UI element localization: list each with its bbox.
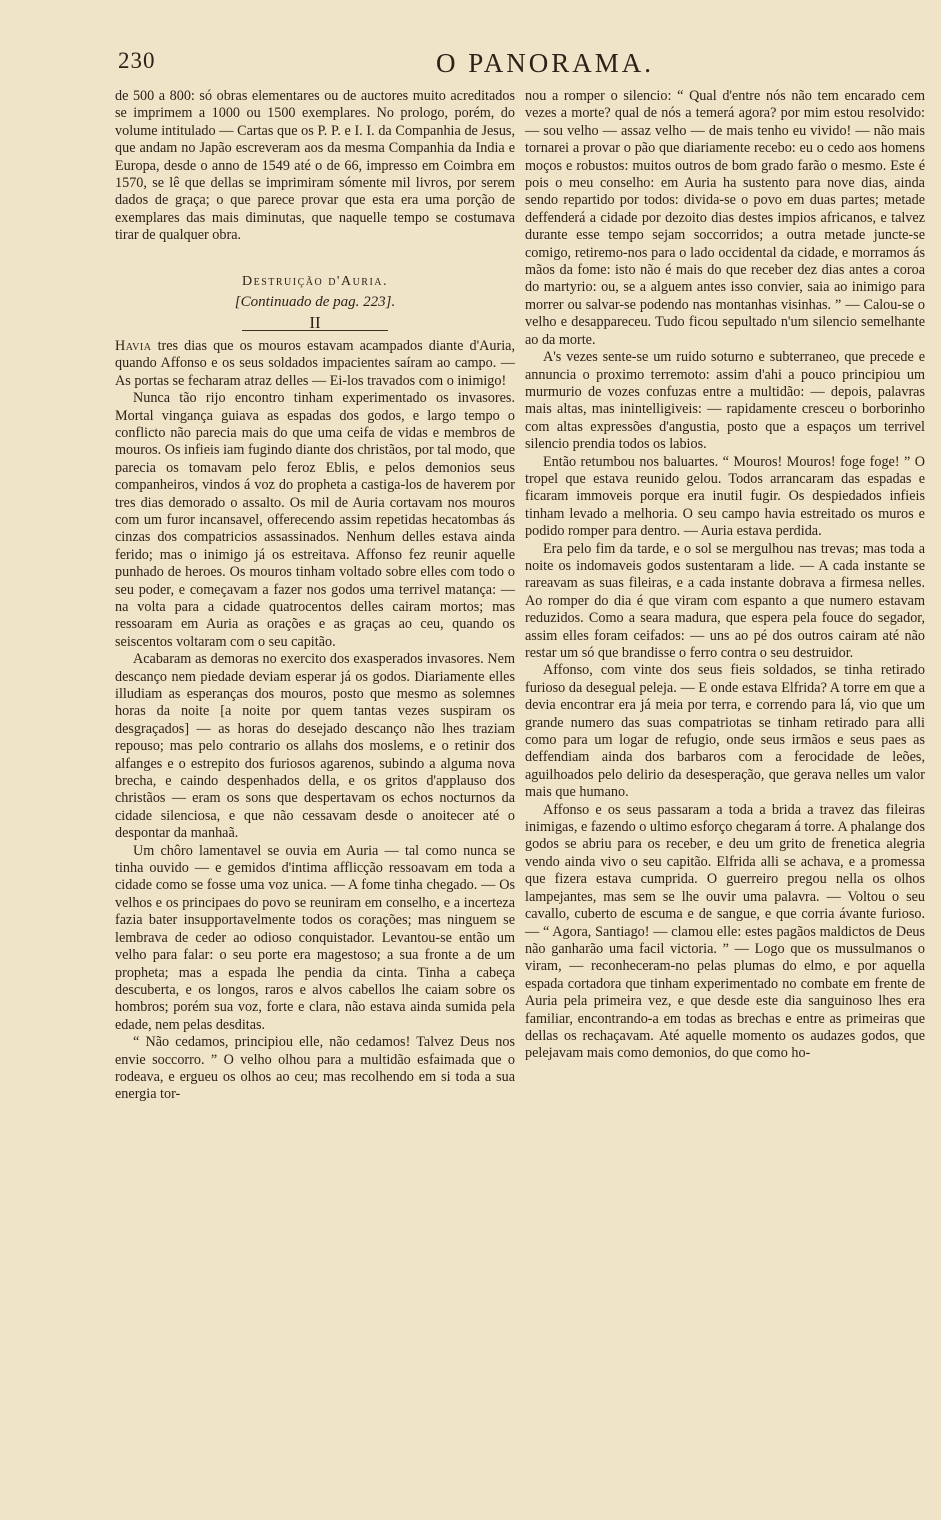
page-header <box>118 48 818 82</box>
page-number: 230 <box>118 48 156 73</box>
first-word: Havia <box>115 337 152 354</box>
paragraph: Então retumbou nos baluartes. “ Mouros! Mouros! foge foge! ” O tropel que estava reunido gelou. Todos arrancaram das espadas e ficaram immoveis porque era inutil fugir. Os despiedados infieis tinham levado a melhoria. O seu campo havia estreitado os muros e podido romper para dentro. — Auria estava perdida. <box>525 453 925 540</box>
section-divider <box>242 330 388 331</box>
paragraph <box>115 338 515 390</box>
paragraph: Affonso, com vinte dos seus fieis soldados, se tinha retirado furioso da desegual peleja. — E onde estava Elfrida? A torre em que a devia encontrar era já meia por terra, e correndo para lá, vio que um grande numero das suas compatriotas se tinham retirado para alli como para um logar de refugio, onde seus irmãos e seus paes as deffendiam ainda dos barbaros com a ferocidade de leões, aguilhoados pelo delirio da desesperação, que gerava nelles um valor mais que humano. <box>525 662 925 801</box>
section-number: II <box>309 313 321 333</box>
section-subtitle: [Continuado de pag. 223]. <box>234 294 396 311</box>
paragraph: A's vezes sente-se um ruido soturno e subterraneo, que precede e annuncia o proximo terremoto: assim d'ahi a pouco principiou um murmurio de vozes confuzas entre a multidão: — depois, palavras mais altas, mas inintelligiveis: — rapidamente cresceu o borborinho com altas expressões d'angustia, posto que a espaços um terrivel silencio prendia todos os labios. <box>525 349 925 453</box>
running-title: O PANORAMA. <box>436 48 655 78</box>
paragraph: Affonso e os seus passaram a toda a brida a travez das fileiras inimigas, e fazendo o ultimo esforço chegaram á torre. A phalange dos godos se abriu para os receber, e deu um grito de frenetica alegria vendo ainda vivo o seu capitão. Elfrida alli se achava, e a promessa que fizera estava cumprida. O guerreiro pregou nella os olhos lampejantes, mas sem se lhe ouvir uma palavra. — Voltou o seu cavallo, cuberto de escuma e de sangue, e que corria ávante furioso. — “ Agora, Santiago! — clamou elle: estes pagãos maldictos de Deus não ganharão uma facil victoria. ” — Logo que os mussulmanos o viram, — reconheceram-no pelas plumas do elmo, e por aquella espada cortadora que tinham experimentado no combate em frente de Auria pela primeira vez, e que desde este dia sanguinoso lhes era familiar, encontrando-a em todas as brechas e entre as primeiras que dellas os rechaçavam. Até aquelle momento os audazes godos, que pelejavam mais como demonios, do que como ho- <box>525 801 925 1062</box>
paragraph: “ Não cedamos, principiou elle, não cedamos! Talvez Deus nos envie soccorro. ” O velho olhou para a multidão esfaimada que o rodeava, e ergueu os olhos ao ceu; mas recolhendo em si toda a sua energia tor- <box>115 1034 515 1103</box>
paragraph: Nunca tão rijo encontro tinham experimentado os invasores. Mortal vingança guiava as espadas dos godos, e largo tempo o conflicto não parecia mais do que uma ceifa de vidas e membros de mouros. Os infieis iam fugindo diante dos christãos, por tal modo, que parecia os tomavam pelo feroz Eblis, e pelos demonios seus companheiros, vindos á voz do propheta a castiga-los de haverem por tres dias demorado o assalto. Os mil de Auria cortavam nos mouros com um furor incansavel, offerecendo assim repetidas hecatombas ás cinzas dos compatricios assassinados. Nenhum delles estava ainda ferido; mas o inimigo já os estreitava. Affonso fez reunir aquelle punhado de heroes. Os mouros tinham voltado sobre elles com todo o seu poder, e começavam a fazer nos godos uma terrivel matança: — na volta para a cidade quatrocentos delles cairam mortos; mas ressoaram em Auria as orações e as graças ao ceu, quando os seiscentos voltaram com o seu capitão. <box>115 390 515 650</box>
paragraph: nou a romper o silencio: “ Qual d'entre nós não tem encarado cem vezes a morte? qual de nós a temerá agora? por mim estou resolvido: — sou velho — assaz velho — de mais tenho eu vivido! — não mais tornarei a provar o pão que diariamente recebo: eu o cedo aos homens moços e robustos: muitos outros de bom grado farão o mesmo. Este é pois o meu conselho: em Auria ha sustento para nove dias, ainda sendo repartido por todos: divida-se o povo em duas partes; metade deffenderá a cidade por dezoito dias destes impios africanos, e talvez durante esse tempo sejam soccorridos; a outra metade juncte-se comigo, retiremo-nos para o lado occidental da cidade, e morramos ás mãos da fome: isto não é mais do que receber dez dias antes a coroa do martyrio: ou, se a alguem antes isso convier, saia ao inimigo para morrer ou salvar-se podendo nas montanhas visinhas. ” — Calou-se o velho e desappareceu. Tudo ficou sepultado n'um silencio semelhante ao da morte. <box>525 88 925 348</box>
right-column <box>525 88 925 1063</box>
intro-paragraph: de 500 a 800: só obras elementares ou de auctores muito acreditados se imprimem a 1000 ou 1500 exemplares. No prologo, porém, do volume intitulado — Cartas que os P. P. e I. I. da Companhia de Jesus, que andam no Japão escreveram aos da mesma Companhia da India e Europa, desde o anno de 1549 até o de 66, impresso em Coimbra em 1570, se lê que dellas se imprimiram sómente mil livros, por serem dados de graça; o que parece provar que esta era uma porção de exemplares das mais diminutas, que naquelle tempo se costumava tirar de qualquer obra. <box>115 88 515 244</box>
paragraph: Um chôro lamentavel se ouvia em Auria — tal como nunca se tinha ouvido — e gemidos d'intima afflicção ressoavam em toda a cidade como se fosse uma voz unica. — A fome tinha chegado. — Os velhos e os principaes do povo se reuniram em conselho, e a incerteza fazia bater insupportavelmente todos os corações; mas ninguem se lembrava de ceder ao odioso conquistador. Levantou-se então um velho para falar: o seu porte era magestoso; a sua fronte a de um propheta; mas a espada lhe pendia da cinta. Tinha a cabeça descuberta, e os longos, raros e alvos cabellos lhe caiam sobre os hombros; porém sua voz, forte e clara, não estava ainda sumida pela edade, nem pelas desditas. <box>115 842 515 1033</box>
paragraph-text: tres dias que os mouros estavam acampados diante d'Auria, quando Affonso e os seus soldados impacientes saíram ao campo. — As portas se fecharam atraz delles — Ei-los travados com o inimigo! <box>115 337 516 389</box>
left-column <box>115 88 515 1104</box>
paragraph: Era pelo fim da tarde, e o sol se mergulhou nas trevas; mas toda a noite os indomaveis godos sustentaram a lide. — A cada instante se rareavam as suas fileiras, e a cada instante dobrava a firmesa nelles. Ao romper do dia é que viram com espanto a que numero estavam reduzidos. Como a seara madura, que espera pela fouce do segador, assim elles foram ceifados: — uns ao pé dos outros cairam até não restar um só que brandisse o ferro contra o seu destruidor. <box>525 540 925 661</box>
section-title: Destruição d'Auria. <box>241 273 389 289</box>
paragraph: Acabaram as demoras no exercito dos exasperados invasores. Nem descanço nem piedade deviam esperar já os godos. Diariamente elles illudiam as esperanças dos mouros, posto que mesmo as solemnes horas da noite [a noite por quem tantas vezes suspiram os desgraçados] — as horas do desejado descanço não lhes traziam repouso; mas pelo contrario os allahs dos moslems, e o retinir dos alfanges e o estrepito dos furiosos agarenos, subindo a alguma nova brecha, e caindo despenhados della, e os gritos d'applauso dos christãos — eram os sons que despertavam os echos nocturnos da cidade silenciosa, e que não cessavam desde o anoitecer até o despontar da manhaã. <box>115 651 515 842</box>
